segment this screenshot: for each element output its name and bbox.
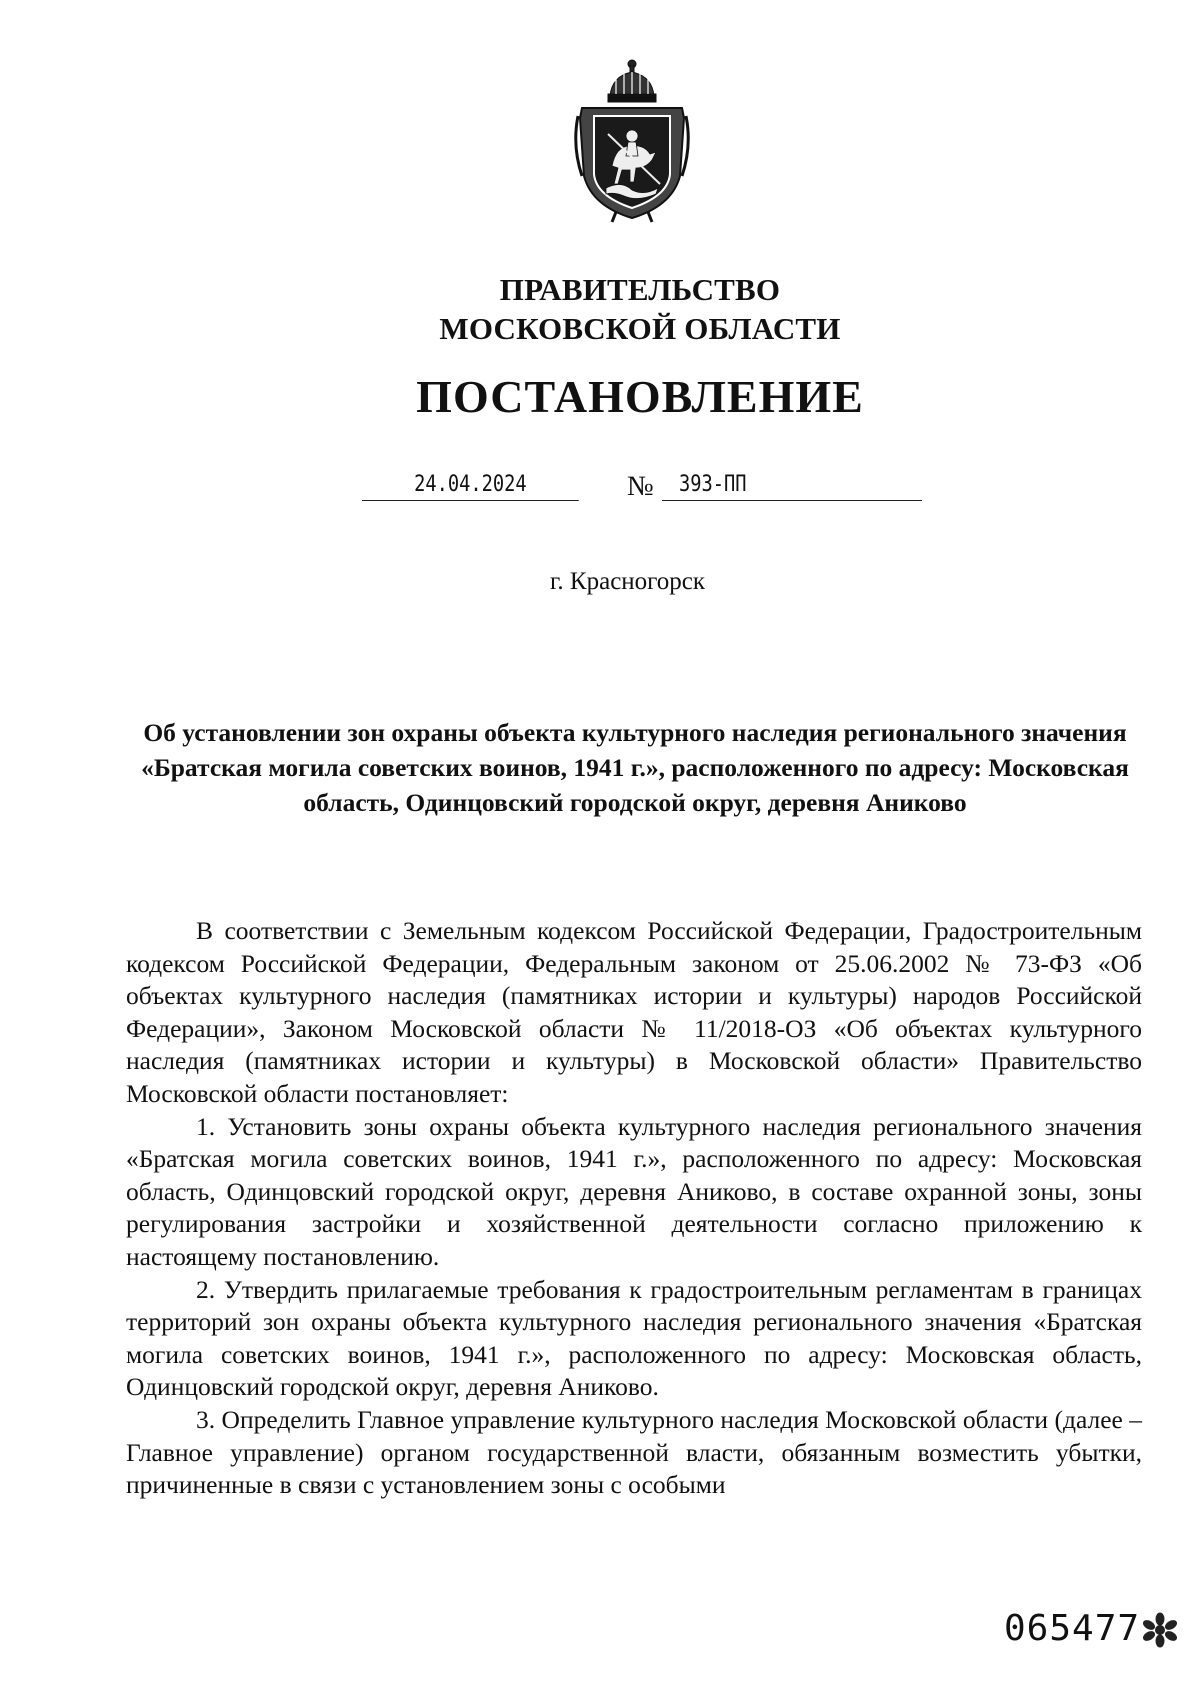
document-type-heading: ПОСТАНОВЛЕНИЕ	[416, 371, 864, 422]
number-sign: №	[627, 471, 654, 502]
form-serial-number: 065477	[1004, 1608, 1141, 1649]
city-of-issue: г. Красногорск	[550, 568, 706, 595]
document-date-field: 24.04.2024	[362, 470, 579, 501]
government-name-line1: ПРАВИТЕЛЬСТВО	[499, 272, 781, 307]
preamble-paragraph: В соответствии с Земельным кодексом Российской Федерации, Градостроительным кодексом Российской Федерации, Федеральным законом от 25.06.2002 № 73-ФЗ «Об объектах культурного наследия (памятниках истории и культуры) народов Российской Федерации», Законом Московской области № 11/2018-ОЗ «Об объектах культурного наследия (памятниках истории и культуры) в Московской области» Правительство Московской области постановляет:	[126, 916, 1142, 1108]
document-title: Об установлении зон охраны объекта культурного наследия регионального значения «Братская могила советских воинов, 1941 г.», расположенного по адресу: Московская область, Одинцовский городской округ, деревня Аниково	[141, 718, 1129, 817]
clause-2-paragraph: 2. Утвердить прилагаемые требования к градостроительным регламентам в границах территорий зон охраны объекта культурного наследия регионального значения «Братская могила советских воинов, 1941 г.», расположенного по адресу: Московская область, Одинцовский городской округ, деревня Аниково.	[126, 1274, 1142, 1402]
clause-3-paragraph: 3. Определить Главное управление культурного наследия Московской области (далее – Главное управление) органом государственной власти, обязанным возместить убытки, причиненные в связи с установлением зоны с особыми	[126, 1404, 1142, 1500]
government-name-line2: МОСКОВСКОЙ ОБЛАСТИ	[439, 311, 841, 346]
asterisk-mark-icon	[1142, 1612, 1178, 1648]
moscow-oblast-coat-of-arms-icon	[572, 56, 692, 224]
document-number: 393-ПП	[679, 472, 747, 497]
document-number-field	[662, 470, 922, 501]
document-body	[126, 915, 1142, 1502]
clause-1-paragraph: 1. Установить зоны охраны объекта культурного наследия регионального значения «Братская могила советских воинов, 1941 г.», расположенного по адресу: Московская область, Одинцовский городской округ, деревня Аниково, в составе охранной зоны, зоны регулирования застройки и хозяйственной деятельности согласно приложению к настоящему постановлению.	[126, 1111, 1142, 1271]
